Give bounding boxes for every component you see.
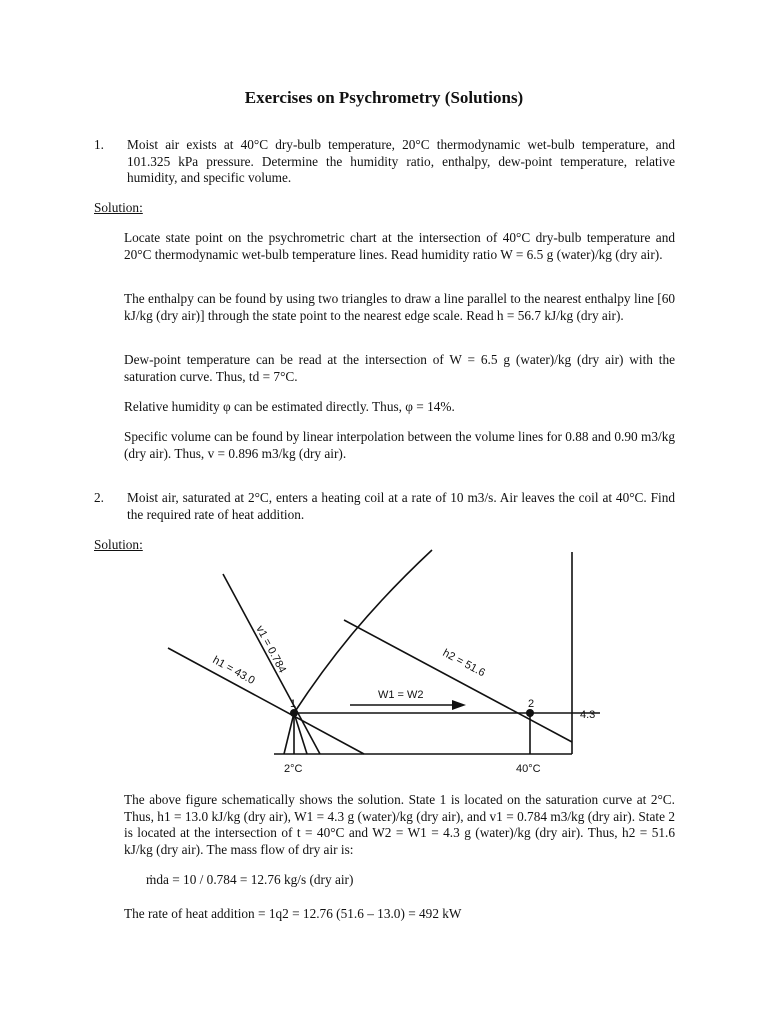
enthalpy-line-1: [168, 648, 364, 754]
problem-2-statement: Moist air, saturated at 2°C, enters a heating coil at a rate of 10 m3/s. Air leaves the coil at 40°C. Find the required rate of heat addition.: [127, 490, 675, 522]
t2-label: 40°C: [516, 763, 541, 775]
w-value-label: 4.3: [580, 709, 596, 721]
state-2-label: 2: [528, 698, 535, 710]
problem-1-number: 1.: [94, 137, 104, 152]
problem-2-para-1: The above figure schematically shows the solution. State 1 is located on the saturation curve at 2°C. Thus, h1 = 13.0 kJ/kg (dry air), W1 = 4.3 g (water)/kg (dry air), and v1 = 0.784 m3/kg (dry air). State 2 is located at the intersection of t = 40°C and W2 = W1 = 4.3 g (water)/kg (dry air). Thus, h2 = 51.6 kJ/kg (dry air). The mass flow of dry air is:: [124, 792, 675, 857]
state-1-point: [290, 709, 298, 717]
problem-2-solution-label: Solution:: [94, 537, 143, 552]
page-title: Exercises on Psychrometry (Solutions): [244, 88, 524, 107]
problem-1-para-4: Relative humidity φ can be estimated directly. Thus, φ = 14%.: [124, 399, 455, 414]
state-2-point: [526, 709, 534, 717]
problem-1-para-1: Locate state point on the psychrometric chart at the intersection of 40°C dry-bulb temperature and 20°C thermodynamic wet-bulb temperature lines. Read humidity ratio W = 6.5 g (water)/kg (dry air).: [124, 230, 675, 262]
h1-label: h1 = 43.0: [210, 654, 257, 688]
problem-1-para-5: Specific volume can be found by linear interpolation between the volume lines for 0.88 and 0.90 m3/kg (dry air). Thus, v = 0.896 m3/kg (dry air).: [124, 429, 675, 461]
problem-1-statement: Moist air exists at 40°C dry-bulb temperature, 20°C thermodynamic wet-bulb temperature, and 101.325 kPa pressure. Determine the humidity ratio, enthalpy, dew-point temperature, relative humidity, and specific volume.: [127, 137, 675, 185]
problem-2-number: 2.: [94, 490, 104, 505]
state-1-label: 1: [290, 698, 297, 710]
problem-1-para-3: Dew-point temperature can be read at the intersection of W = 6.5 g (water)/kg (dry air) with the saturation curve. Thus, td = 7°C.: [124, 352, 675, 384]
enthalpy-line-2: [344, 620, 572, 742]
h2-label: h2 = 51.6: [440, 647, 488, 680]
psychrometric-diagram: [160, 548, 620, 778]
heat-rate-equation: The rate of heat addition = 1q2 = 12.76 (51.6 – 13.0) = 492 kW: [124, 906, 462, 921]
specific-volume-line: [223, 574, 320, 754]
mass-flow-equation: ṁda = 10 / 0.784 = 12.76 kg/s (dry air): [146, 872, 354, 887]
v1-label: v1 = 0.784: [253, 623, 289, 676]
t1-label: 2°C: [284, 763, 303, 775]
problem-1-solution-label: Solution:: [94, 200, 143, 215]
problem-1-para-2: The enthalpy can be found by using two triangles to draw a line parallel to the nearest enthalpy line [60 kJ/kg (dry air)] through the state point to the nearest edge scale. Read h = 56.7 kJ/kg (dry air).: [124, 291, 675, 323]
process-arrowhead: [452, 700, 466, 710]
w-label: W1 = W2: [378, 689, 424, 701]
